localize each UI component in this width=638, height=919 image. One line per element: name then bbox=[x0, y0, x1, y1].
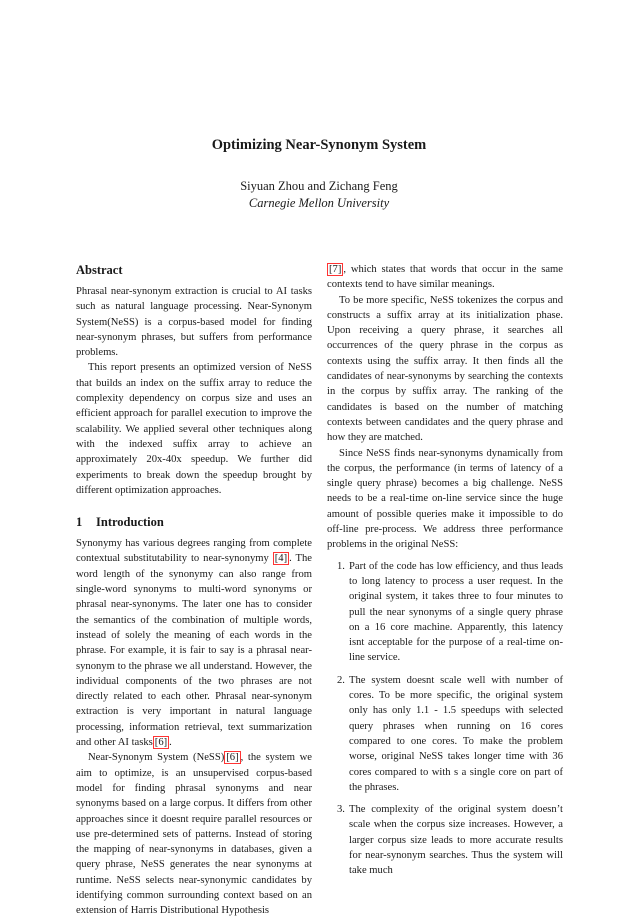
text-run: , which states that words that occur in the same contexts tend to have similar meanings. bbox=[327, 264, 563, 291]
list-number: 3. bbox=[337, 804, 345, 816]
intro-paragraph-3: To be more specific, NeSS tokenizes the corpus and constructs a suffix array at its initialization phase. Upon receiving a query phrase, it searches all occurrences of the query phrase in the corpus as contexts using the suffix array. It then finds all the candidates of near-synonyms by searching the contexts in the corpus by suffix array. The ranking of the candidates is based on the number of matching contexts between candidates and the query phrase and how they are matched. bbox=[327, 294, 563, 444]
introduction-heading bbox=[76, 514, 312, 530]
list-item bbox=[327, 559, 563, 666]
right-column bbox=[327, 262, 563, 886]
intro-paragraph-1 bbox=[76, 536, 312, 750]
left-column bbox=[76, 262, 312, 919]
citation-link[interactable]: [4] bbox=[274, 553, 288, 565]
abstract-heading: Abstract bbox=[76, 263, 123, 277]
list-item bbox=[327, 802, 563, 878]
text-run: . bbox=[169, 737, 172, 749]
author-affiliation: Carnegie Mellon University bbox=[248, 196, 390, 210]
intro-paragraph-2 bbox=[76, 750, 312, 918]
text-run: Synonymy has various degrees ranging from complete contextual substitutability to near-synonymy bbox=[76, 538, 312, 565]
list-text: The complexity of the original system doesn’t scale when the corpus size increases. However, a larger corpus size leads to more accurate results for near-synonym searches. Thus the system will take much bbox=[349, 804, 563, 877]
list-item bbox=[327, 673, 563, 795]
text-run: , the system we aim to optimize, is an unsupervised corpus-based model for finding phrasal synonyms and near synonyms based on a large corpus. It differs from other approaches since it doesnt require parallel resources or use pre-determined sets of patterns. Instead of storing the mapping of near-synonyms in databases, given a query phrase, NeSS generates the near synonyms at runtime. NeSS selects near-synonymic candidates by identifying common surrounding context based on an extension of Harris Distributional Hypothesis bbox=[76, 752, 312, 917]
author-names: Siyuan Zhou and Zichang Feng bbox=[240, 179, 398, 193]
citation-link[interactable]: [7] bbox=[329, 264, 342, 275]
text-run: Near-Synonym System (NeSS) bbox=[88, 752, 225, 764]
paper-title: Optimizing Near-Synonym System bbox=[211, 137, 427, 153]
list-text: Part of the code has low efficiency, and thus leads to long latency to process a user request. In the original system, it takes three to four minutes to pull the near synonyms of a single query phrase on a 16 core machine. Apparently, this latency isnt acceptable for the purpose of a real-time on-line service. bbox=[349, 560, 563, 664]
intro-paragraph-4: Since NeSS finds near-synonyms dynamically from the corpus, the performance (in terms of latency of a single query phrase) becomes a big challenge. NeSS needs to be a real-time on-line service since the huge amount of possible queries make it impossible to do off-line pre-process. We address three performance problems in the original NeSS: bbox=[327, 447, 563, 551]
section-number: 1 bbox=[76, 515, 83, 530]
author-block bbox=[0, 178, 638, 212]
citation-link[interactable]: [6] bbox=[154, 737, 168, 749]
list-number: 1. bbox=[337, 560, 345, 572]
section-title: Introduction bbox=[96, 515, 164, 530]
citation-link[interactable]: [6] bbox=[226, 752, 239, 764]
text-run: . The word length of the synonymy can also range from single-word synonyms to multi-word synonyms or phrasal near-synonyms. The later one has to consider the semantics of the combination of multiple words, instead of solely the meaning of each words in the phrase. For example, it is fair to say is a phrasal near-synonym to the phrase we all understand. However, the individual components of the two phrases are not directly related to each other. Phrasal near-synonym extraction is very important in natural language processing, information retrieval, text summarization and other AI tasks bbox=[76, 553, 313, 749]
problem-list bbox=[327, 559, 563, 879]
intro-paragraph-2-cont bbox=[327, 262, 563, 293]
list-text: The system doesnt scale well with number of cores. To be more specific, the original system only has only 1.1 - 1.5 speedups with selected query phrases when running on 16 cores compared to one cores. To make the problem worse, original NeSS takes longer time with 36 cores compared to with s a single core on part of the phrases. bbox=[349, 674, 563, 793]
list-number: 2. bbox=[337, 674, 345, 686]
abstract-paragraph-2: This report presents an optimized version of NeSS that builds an index on the suffix array to reduce the complexity dependency on corpus size and uses an efficient approach for parallel execution to improve the scalability. We applied several other techniques along with the indexed suffix array to achieve an approximately 20x-40x speedup. We further did experiments to break down the speedup brought by different optimization approaches. bbox=[76, 362, 312, 496]
abstract-paragraph-1: Phrasal near-synonym extraction is crucial to AI tasks such as natural language processing. Near-Synonym System(NeSS) is a corpus-based model for finding near-synonym phrases, but suffers from performance problems. bbox=[76, 286, 312, 359]
